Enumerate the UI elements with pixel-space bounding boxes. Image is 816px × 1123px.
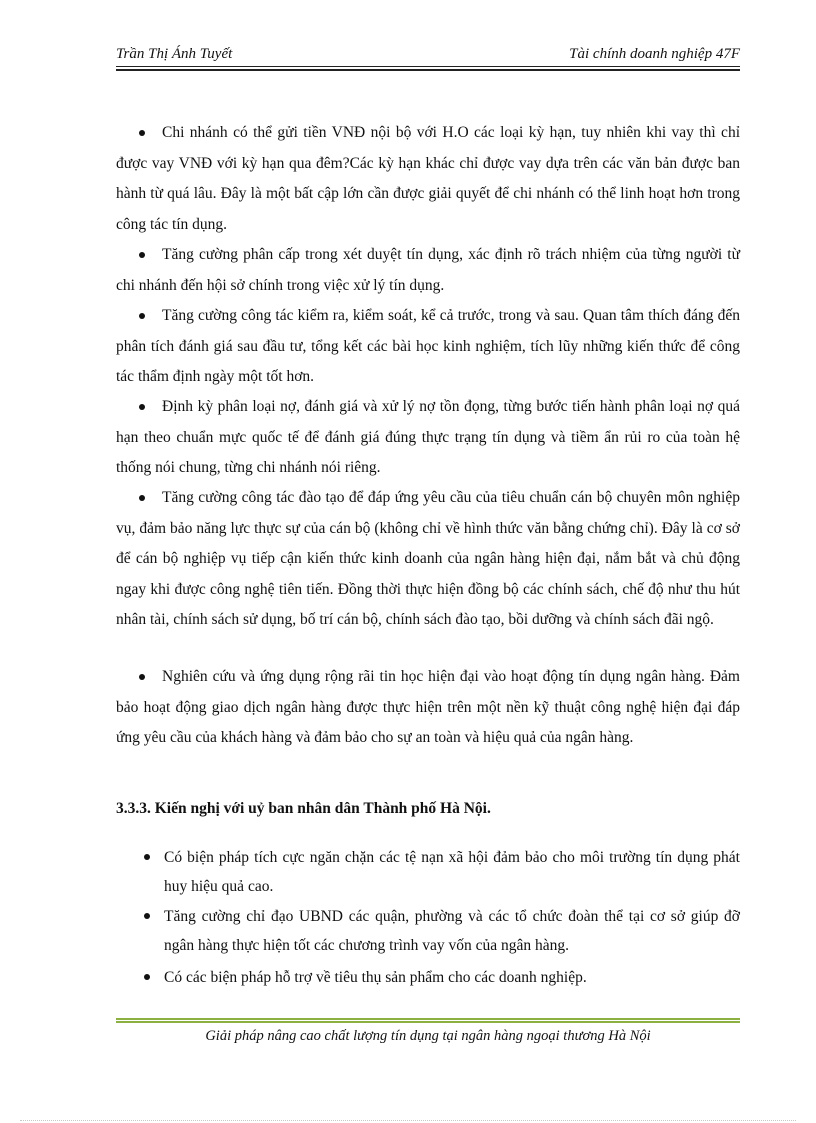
list-item	[164, 963, 740, 992]
header-author: Trần Thị Ánh Tuyết	[116, 46, 233, 62]
footer-rule	[116, 1018, 740, 1020]
header-rule	[116, 69, 740, 71]
page-edge-divider	[20, 1120, 796, 1121]
paragraph-text: Định kỳ phân loại nợ, đánh giá và xử lý nợ tồn đọng, từng bước tiến hành phân loại nợ quá hạn theo chuẩn mực quốc tế để đánh giá đúng thực trạng tín dụng và tiềm ẩn rủi ro của toàn hệ thống nói chung, từng chi nhánh nói riêng.	[116, 398, 740, 476]
paragraph-text: Tăng cường phân cấp trong xét duyệt tín dụng, xác định rõ trách nhiệm của từng người từ chi nhánh đến hội sở chính trong việc xử lý tín dụng.	[116, 246, 740, 294]
paragraph-text: Chi nhánh có thể gửi tiền VNĐ nội bộ với H.O các loại kỳ hạn, tuy nhiên khi vay thì chỉ được vay VNĐ với kỳ hạn qua đêm?Các kỳ hạn khác chỉ được vay dựa trên các văn bản được ban hành từ quá lâu. Đây là một bất cập lớn cần được giải quyết để chi nhánh có thể linh hoạt hơn trong công tác tín dụng.	[116, 124, 740, 233]
list-item-text: Tăng cường chỉ đạo UBND các quận, phường và các tổ chức đoàn thể tại cơ sở giúp đỡ ngân hàng thực hiện tốt các chương trình vay vốn của ngân hàng.	[164, 908, 740, 954]
body-paragraph	[116, 301, 740, 393]
page-footer: Giải pháp nâng cao chất lượng tín dụng tại ngân hàng ngoại thương Hà Nội	[205, 1028, 651, 1044]
body-paragraph	[116, 662, 740, 754]
bullet-icon	[139, 313, 145, 319]
body-paragraph	[116, 483, 740, 636]
header-rule	[116, 66, 740, 67]
paragraph-text: Tăng cường công tác kiểm ra, kiểm soát, kể cả trước, trong và sau. Quan tâm thích đáng đến phân tích đánh giá sau đầu tư, tổng kết các bài học kinh nghiệm, tích lũy những kiến thức để công tác thẩm định ngày một tốt hơn.	[116, 307, 740, 385]
bullet-icon	[139, 252, 145, 258]
bullet-icon	[144, 913, 150, 919]
list-item-text: Có các biện pháp hỗ trợ về tiêu thụ sản phẩm cho các doanh nghiệp.	[164, 969, 587, 986]
bullet-icon	[139, 130, 145, 136]
list-item	[164, 902, 740, 960]
paragraph-text: Nghiên cứu và ứng dụng rộng rãi tin học hiện đại vào hoạt động tín dụng ngân hàng. Đảm bảo hoạt động giao dịch ngân hàng được thực hiện trên một nền kỹ thuật công nghệ hiện đại đáp ứng yêu cầu của khách hàng và đảm bảo cho sự an toàn và hiệu quả của ngân hàng.	[116, 668, 740, 746]
page-header	[116, 46, 740, 66]
footer-rule	[116, 1021, 740, 1023]
paragraph-text: Tăng cường công tác đào tạo để đáp ứng yêu cầu của tiêu chuẩn cán bộ chuyên môn nghiệp vụ, đảm bảo năng lực thực sự của cán bộ (không chỉ về hình thức văn bằng chứng chỉ). Đây là cơ sở để cán bộ nghiệp vụ tiếp cận kiến thức kinh doanh của ngân hàng hiện đại, nắm bắt và chủ động ngay khi được công nghệ tiên tiến. Đồng thời thực hiện đồng bộ các chính sách, chế độ như thu hút nhân tài, chính sách sử dụng, bố trí cán bộ, chính sách đào tạo, bồi dưỡng và chính sách đãi ngộ.	[116, 489, 740, 628]
body-paragraph	[116, 392, 740, 484]
bullet-icon	[139, 404, 145, 410]
bullet-icon	[144, 974, 150, 980]
header-course: Tài chính doanh nghiệp 47F	[569, 46, 740, 62]
body-paragraph	[116, 240, 740, 301]
list-item-text: Có biện pháp tích cực ngăn chặn các tệ nạn xã hội đảm bảo cho môi trường tín dụng phát huy hiệu quả cao.	[164, 849, 740, 895]
section-heading: 3.3.3. Kiến nghị với uỷ ban nhân dân Thành phố Hà Nội.	[116, 800, 491, 817]
list-item	[164, 843, 740, 901]
bullet-icon	[139, 674, 145, 680]
body-paragraph	[116, 118, 740, 240]
bullet-icon	[139, 495, 145, 501]
bullet-icon	[144, 854, 150, 860]
